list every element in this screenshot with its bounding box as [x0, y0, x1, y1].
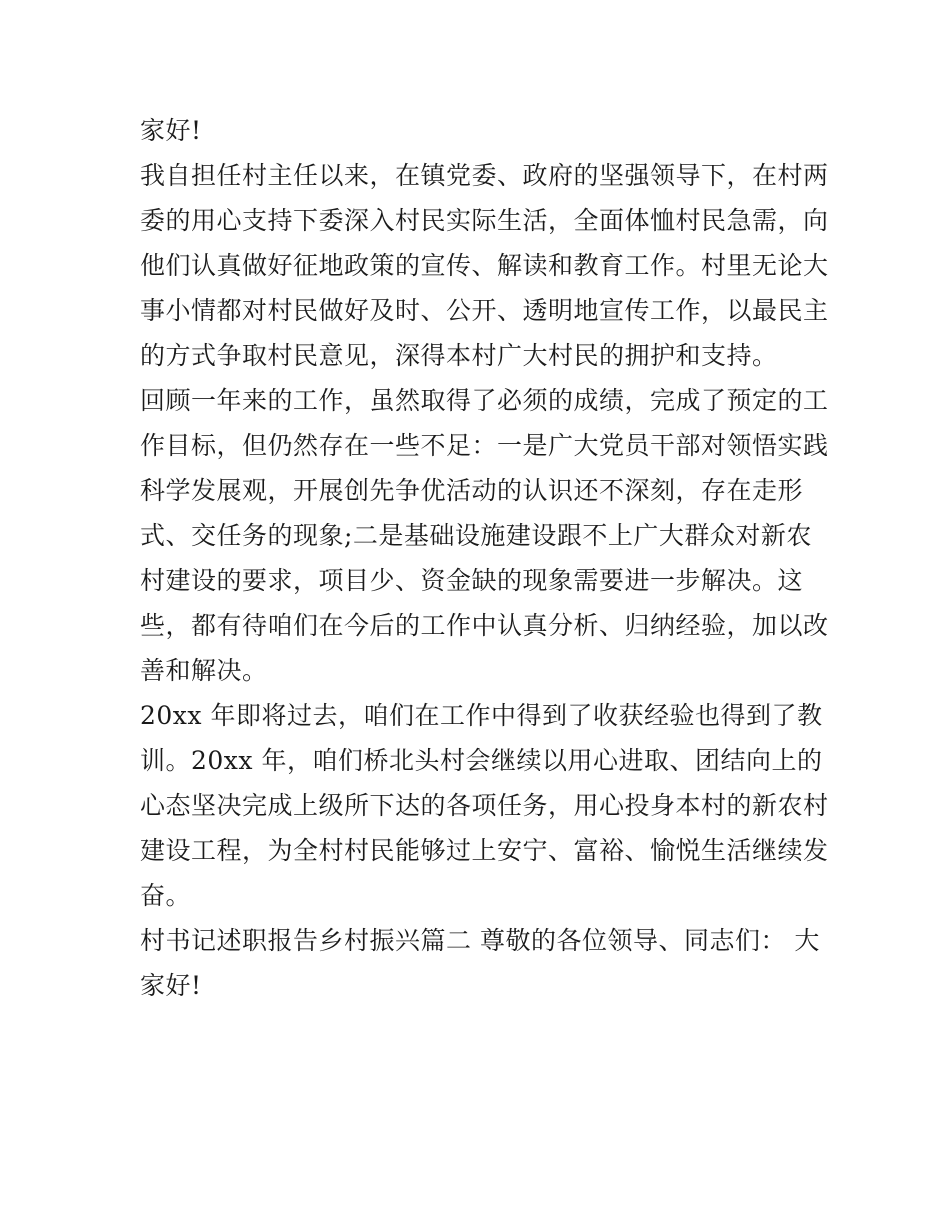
text-line: 回顾一年来的工作，虽然取得了必须的成绩，完成了预定的工 [140, 386, 829, 415]
text-line: 村建设的要求，项目少、资金缺的现象需要进一步解决。这 [140, 566, 804, 595]
text-line: 善和解决。 [140, 656, 268, 685]
text-line: 事小情都对村民做好及时、公开、透明地宣传工作，以最民主 [140, 296, 829, 325]
text-line: 他们认真做好征地政策的宣传、解读和教育工作。村里无论大 [140, 251, 829, 280]
text-line: 村书记述职报告乡村振兴篇二 尊敬的各位领导、同志们： 大 [140, 926, 820, 955]
text-line: 家好! [140, 116, 202, 145]
text-line: 奋。 [140, 881, 192, 910]
document-body [140, 108, 829, 1008]
text-line: 20xx 年即将过去，咱们在工作中得到了收获经验也得到了教 [140, 701, 823, 730]
text-line: 委的用心支持下委深入村民实际生活，全面体恤村民急需，向 [140, 206, 829, 235]
text-line: 训。20xx 年，咱们桥北头村会继续以用心进取、团结向上的 [140, 746, 823, 775]
text-line: 作目标，但仍然存在一些不足：一是广大党员干部对领悟实践 [140, 431, 829, 460]
text-line: 的方式争取村民意见，深得本村广大村民的拥护和支持。 [140, 341, 778, 370]
text-line: 式、交任务的现象;二是基础设施建设跟不上广大群众对新农 [140, 521, 812, 550]
text-line: 建设工程，为全村村民能够过上安宁、富裕、愉悦生活继续发 [140, 836, 829, 865]
text-line: 些，都有待咱们在今后的工作中认真分析、归纳经验，加以改 [140, 611, 829, 640]
text-line: 科学发展观，开展创先争优活动的认识还不深刻，存在走形 [140, 476, 804, 505]
text-line: 家好! [140, 971, 202, 1000]
text-line: 心态坚决完成上级所下达的各项任务，用心投身本村的新农村 [140, 791, 829, 820]
text-line: 我自担任村主任以来，在镇党委、政府的坚强领导下，在村两 [140, 161, 829, 190]
